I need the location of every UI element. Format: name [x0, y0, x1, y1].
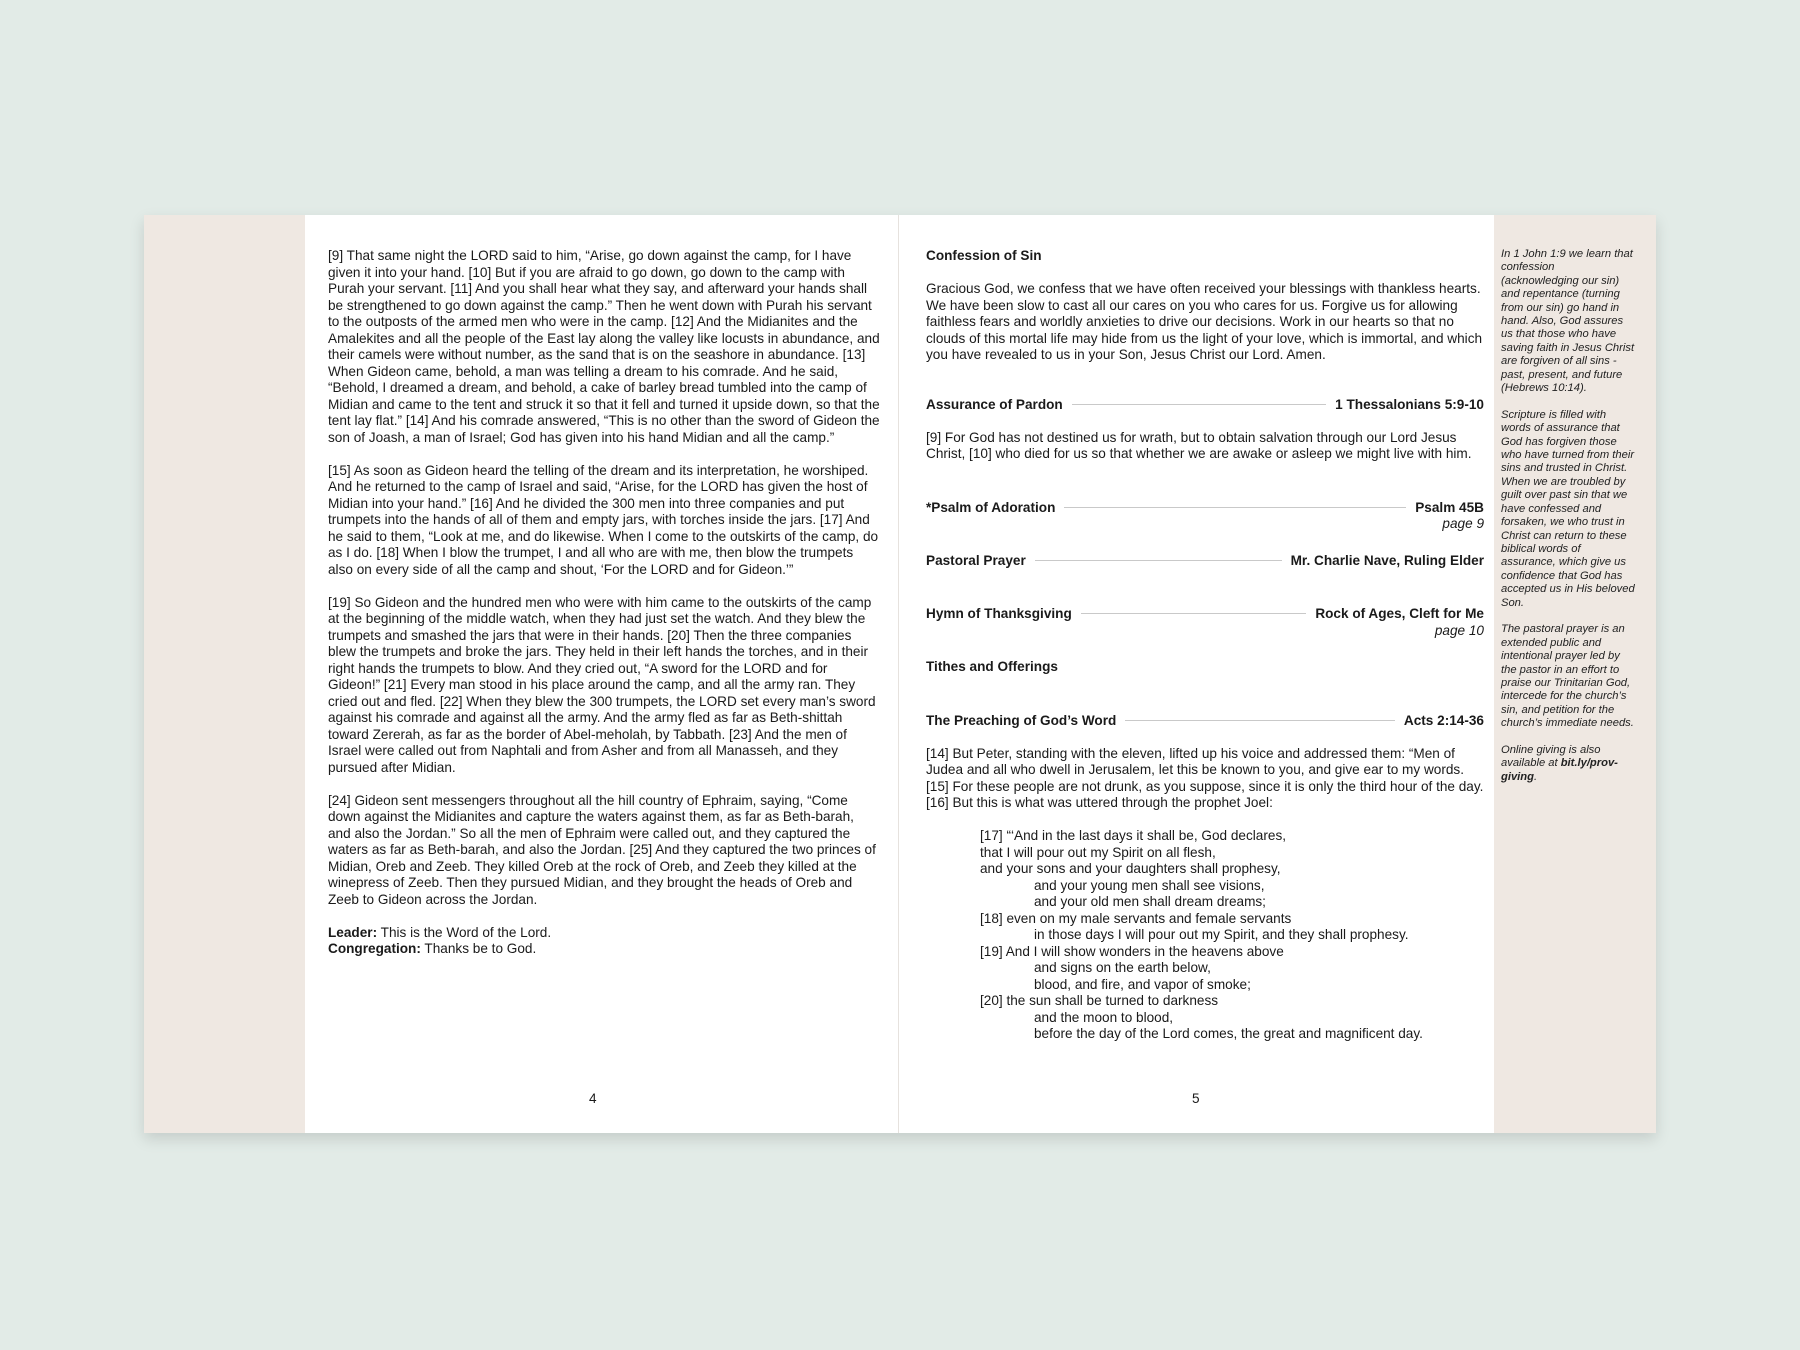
hymn-page: page 10 — [1434, 622, 1484, 638]
order-of-worship — [926, 248, 1484, 1043]
confession-title: Confession of Sin — [926, 248, 1042, 263]
page-left — [305, 215, 899, 1133]
poem-line: [19] And I will show wonders in the heavens above — [980, 943, 1284, 959]
scripture-paragraph: [9] That same night the LORD said to him, “Arise, go down against the camp, for I have given it into your hand. [10] But if you are afraid to go down, go down to the camp with Purah your servant. [11] And you shall hear what they say, and afterward your hands shall be strengthened to go down against the camp.” Then he went down with Purah his servant to the outposts of the armed men who were in the camp. [12] And the Midianites and the Amalekites and all the people of the East lay along the valley like locusts in abundance, and their camels were without number, as the sand that is on the seashore in abundance. [13] When Gideon came, behold, a man was telling a dream to his comrade. And he said, “Behold, I dreamed a dream, and behold, a cake of barley bread tumbled into the camp of Midian and came to the tent and struck it so that it fell and turned it upside down, so that the tent lay flat.” [14] And his comrade answered, “This is no other than the sword of Gideon the son of Joash, a man of Israel; God has given into his hand Midian and all the camp.” — [328, 248, 880, 445]
poem-line: [17] “‘And in the last days it shall be, God declares, — [980, 828, 1287, 843]
scripture-paragraph: [19] So Gideon and the hundred men who were with him came to the outskirts of the camp at the beginning of the middle watch, when they had just set the watch. And they blew the trumpets and smashed the jars that were in their hands. [20] Then the three companies blew the trumpets and broke the jars. They held in their left hands the torches, and in their right hands the trumpets to blow. And they cried out, “A sword for the LORD and for Gideon!” [21] Every man stood in his place around the camp, and all the army ran. They cried out and fled. [22] When they blew the 300 trumpets, the LORD set every man’s sword against his comrade and against all the army. And the army fled as far as Beth-shittah toward Zererah, as far as the border of Abel-meholah, by Tabbath. [23] And the men of Israel were called out from Naphtali and from Asher and from all Manasseh, and they pursued after Midian. — [328, 594, 876, 775]
right-margin-notes — [1494, 215, 1656, 1133]
leader-text: This is the Word of the Lord. — [377, 924, 552, 940]
leader-label: Leader: — [328, 924, 378, 940]
psalm-page: page 9 — [1442, 516, 1484, 531]
leader-response — [328, 925, 880, 942]
congregation-text: Thanks be to God. — [420, 941, 537, 956]
giving-end: . — [1533, 770, 1538, 783]
preaching-text: [14] But Peter, standing with the eleven, lifted up his voice and addressed them: “Men of Judea and all who dwell in Jerusalem, let this be known to you, and give ear to my words. [15] For these people are not drunk, as you suppose, since it is only the third hour of the day. [16] But this is what was uttered through the prophet Joel: — [926, 745, 1484, 810]
hymn-entry — [926, 606, 1484, 623]
leader-rule — [1125, 720, 1395, 721]
scripture-paragraph: [15] As soon as Gideon heard the telling of the dream and its interpretation, he worshiped. And he returned to the camp of Israel and said, “Arise, for the LORD has given the host of Midian into your hand.” [16] And he divided the 300 men into three companies and put trumpets into the hands of all of them and empty jars, with torches inside the jars. [17] And he said to them, “Look at me, and do likewise. When I come to the outskirts of the camp, do as I do. [18] When I blow the trumpet, I and all who are with me, then blow the trumpets also on every side of all the camp and shout, ‘For the LORD and for Gideon.’” — [328, 462, 879, 577]
pardon-ref: 1 Thessalonians 5:9-10 — [1335, 396, 1484, 412]
leader-rule — [1064, 507, 1406, 508]
left-margin — [144, 215, 305, 1133]
psalm-title: *Psalm of Adoration — [926, 499, 1056, 515]
preaching-title: The Preaching of God’s Word — [926, 712, 1117, 728]
page-number-left: 4 — [589, 1091, 597, 1106]
scripture-paragraph: [24] Gideon sent messengers throughout all the hill country of Ephraim, saying, “Come down against the Midianites and capture the waters against them, as far as Beth-barah, and also the Jordan.” So all the men of Ephraim were called out, and they captured the waters as far as Beth-barah, and also the Jordan. [25] And they captured the two princes of Midian, Oreb and Zeeb. They killed Oreb at the rock of Oreb, and Zeeb they killed at the winepress of Zeeb. Then they pursued Midian, and they brought the heads of Oreb and Zeeb to Gideon across the Jordan. — [328, 792, 876, 907]
pardon-title: Assurance of Pardon — [926, 396, 1063, 412]
hymn-ref: Rock of Ages, Cleft for Me — [1315, 606, 1484, 621]
poem-line-indented: and signs on the earth below, — [1034, 960, 1211, 975]
poem-line-indented: blood, and fire, and vapor of smoke; — [1034, 976, 1251, 992]
leader-rule — [1081, 613, 1307, 614]
psalm-entry — [926, 500, 1484, 517]
pastoral-prayer-entry — [926, 553, 1484, 570]
tithes-title: Tithes and Offerings — [926, 659, 1058, 674]
note-confession: In 1 John 1:9 we learn that confession (acknowledging our sin) and repentance (turning from our sin) go hand in hand. Also, God assures us that those who have saving faith in Jesus Christ are forgiven of all sins - past, present, and future (Hebrews 10:14). — [1501, 248, 1635, 395]
leader-rule — [1072, 404, 1326, 405]
poem-line-indented: in those days I will pour out my Spirit, and they shall prophesy. — [1034, 927, 1409, 942]
assurance-of-pardon-entry — [926, 397, 1484, 414]
poem-line: and your sons and your daughters shall prophesy, — [980, 861, 1281, 876]
poem-line-indented: and your young men shall see visions, — [1034, 877, 1265, 893]
poem-line-indented: before the day of the Lord comes, the great and magnificent day. — [1034, 1026, 1423, 1041]
preaching-ref: Acts 2:14-36 — [1403, 712, 1484, 728]
giving-text: Online giving is also available at — [1501, 743, 1601, 770]
note-assurance: Scripture is filled with words of assurance that God has forgiven those who have turned from their sins and trusted in Christ. When we are troubled by guilt over past sin that we have confessed and forsaken, we who trust in Christ can return to these biblical words of assurance, which give us confidence that God has accepted us in His beloved Son. — [1501, 408, 1635, 609]
leader-rule — [1035, 560, 1282, 561]
poem-line-indented: and your old men shall dream dreams; — [1034, 894, 1266, 909]
pardon-text: [9] For God has not destined us for wrath, but to obtain salvation through our Lord Jesus Christ, [10] who died for us so that whether we are awake or asleep we might live with him. — [926, 429, 1472, 461]
poem-line-indented: and the moon to blood, — [1034, 1009, 1174, 1025]
poem-line: that I will pour out my Spirit on all flesh, — [980, 844, 1216, 860]
preaching-entry — [926, 713, 1484, 730]
note-pastoral-prayer: The pastoral prayer is an extended public and intentional prayer led by the pastor in an effort to praise our Trinitarian God, intercede for the church’s sin, and petition for the church’s immediate needs. — [1501, 623, 1634, 730]
joel-prophecy — [980, 828, 1484, 1043]
sidebar-notes — [1501, 248, 1635, 798]
prayer-ref: Mr. Charlie Nave, Ruling Elder — [1290, 552, 1484, 568]
confession-text: Gracious God, we confess that we have often received your blessings with thankless hearts. We have been slow to cast all our cares on you who cares for us. Forgive us for allowing faithless fears and worldly anxieties to drive our decisions. Work in our hearts so that no clouds of this mortal life may hide from us the light of your love, which is immortal, and which you have revealed to us in your Son, Jesus Christ our Lord. Amen. — [926, 281, 1483, 362]
poem-line: [20] the sun shall be turned to darkness — [980, 993, 1219, 1008]
congregation-label: Congregation: — [328, 941, 421, 956]
giving-link[interactable]: bit.ly/prov-giving — [1501, 757, 1618, 783]
psalm-ref: Psalm 45B — [1415, 499, 1484, 515]
note-online-giving — [1501, 744, 1635, 784]
hymn-title: Hymn of Thanksgiving — [926, 606, 1072, 621]
page-right — [899, 215, 1494, 1133]
congregation-response — [328, 941, 880, 958]
poem-line: [18] even on my male servants and female servants — [980, 910, 1292, 926]
scripture-reading — [328, 248, 880, 958]
booklet-spread — [144, 215, 1656, 1133]
page-number-right: 5 — [1192, 1091, 1200, 1106]
prayer-title: Pastoral Prayer — [926, 552, 1026, 568]
